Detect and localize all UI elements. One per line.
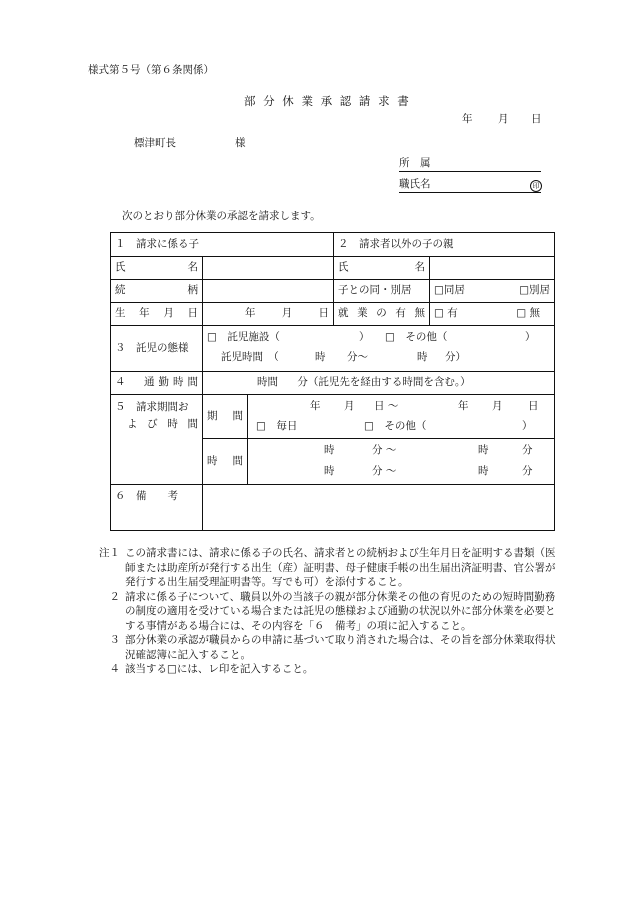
time-label: 時間	[203, 439, 248, 485]
honorific: 様	[235, 137, 246, 149]
date-month: 月	[498, 113, 509, 125]
affiliation-label: 所 属	[399, 157, 431, 169]
period-day1: 日 〜	[374, 399, 399, 412]
time-min2: 分	[522, 443, 533, 456]
period-year1: 年	[310, 399, 321, 412]
time-cell[interactable]	[248, 439, 555, 485]
date-day: 日	[531, 113, 542, 125]
note-text: 該当する□には、レ印を記入すること。	[125, 663, 314, 675]
cohabit-same-checkbox[interactable]: □同居	[434, 284, 465, 297]
child-name-input[interactable]	[203, 257, 334, 280]
cohabit-label: 子との同・別居	[334, 280, 430, 303]
addressee: 標津町長	[134, 137, 176, 149]
request-period-label	[111, 395, 203, 485]
remarks-input[interactable]	[203, 485, 555, 531]
employment-options	[430, 303, 555, 326]
remarks-label: ６ 備 考	[111, 485, 203, 531]
period-other-checkbox[interactable]: □ その他（	[364, 419, 427, 432]
note-item	[88, 633, 558, 662]
parent-name-label: 氏 名	[334, 257, 430, 280]
employment-label: 就業の有無	[334, 303, 430, 326]
care-mode-cell[interactable]	[203, 326, 555, 372]
note-text: この請求書には、請求に係る子の氏名、請求者との続柄および生年月日を証明する書類（医師または助産所が発行する出生（産）証明書、母子健康手帳の出生届出済証明書、官公署が発行する出生届受理証明書等。写でも可）を添付すること。	[125, 547, 556, 588]
care-time-min1: 分〜	[347, 350, 368, 363]
time-hour1: 時	[324, 443, 335, 456]
note-text: 部分休業の承認が職員からの申請に基づいて取り消された場合は、その旨を部分休業取得状況確認簿に記入すること。	[125, 634, 556, 661]
request-form-table	[110, 232, 555, 531]
intro-text: 次のとおり部分休業の承認を請求します。	[122, 210, 321, 222]
commute-cell[interactable]	[203, 372, 555, 395]
period-year2: 年	[458, 399, 469, 412]
time-min4: 分	[522, 464, 533, 477]
form-number: 様式第５号（第６条関係）	[88, 64, 214, 76]
employment-yes-checkbox[interactable]: □ 有	[434, 307, 458, 320]
employee-name-label: 職氏名	[399, 178, 431, 190]
period-day2: 日	[528, 399, 539, 412]
note-item	[88, 662, 558, 677]
note-item	[88, 546, 558, 590]
time-min3: 分 〜	[372, 464, 397, 477]
care-time-min2: 分）	[445, 350, 466, 363]
birth-date-label: 生年月日	[111, 303, 203, 326]
care-mode-label	[111, 326, 203, 372]
care-time-hour2: 時	[417, 350, 428, 363]
care-time-hour1: 時	[315, 350, 326, 363]
time-hour4: 時	[478, 464, 489, 477]
care-facility-checkbox[interactable]: □ 託児施設（	[207, 330, 280, 343]
child-name-label: 氏 名	[111, 257, 203, 280]
request-period-title-1: ５ 請求期間お	[115, 401, 189, 413]
care-mode-title: ３ 託児の態様	[115, 341, 189, 354]
birth-month-unit: 月	[281, 307, 293, 320]
employment-no-checkbox[interactable]: □ 無	[516, 307, 540, 320]
employee-name-field[interactable]	[399, 178, 541, 193]
notes-section	[88, 546, 558, 677]
time-hour3: 時	[324, 464, 335, 477]
note-number: 注１	[99, 547, 120, 559]
note-number: ３	[109, 634, 120, 646]
period-cell[interactable]	[248, 395, 555, 439]
note-number: ４	[109, 663, 120, 675]
note-number: ２	[109, 590, 120, 603]
section1-header: １ 請求に係る子	[111, 233, 334, 257]
birth-date-input[interactable]	[203, 303, 334, 326]
commute-hour-unit: 時間	[257, 376, 278, 389]
cohabit-options	[430, 280, 555, 303]
commute-label: ４ 通勤時間	[111, 372, 203, 395]
period-month1: 月	[344, 399, 355, 412]
child-relation-input[interactable]	[203, 280, 334, 303]
document-title: 部 分 休 業 承 認 請 求 書	[244, 94, 411, 108]
commute-min-unit: 分（託児先を経由する時間を含む。）	[297, 376, 471, 389]
period-month2: 月	[492, 399, 503, 412]
date-year: 年	[462, 113, 473, 125]
care-time-label: 託児時間 （	[221, 350, 279, 363]
child-relation-label: 続 柄	[111, 280, 203, 303]
note-item	[88, 590, 558, 634]
period-daily-checkbox[interactable]: □ 毎日	[256, 419, 298, 432]
birth-year-unit: 年	[245, 307, 256, 320]
care-other-checkbox[interactable]: □ その他（	[385, 330, 448, 343]
birth-day-unit: 日	[318, 307, 329, 320]
care-other-close: ）	[525, 330, 536, 343]
period-label: 期間	[203, 395, 248, 439]
parent-name-input[interactable]	[430, 257, 555, 280]
time-min1: 分 〜	[372, 443, 397, 456]
affiliation-field[interactable]	[399, 157, 541, 172]
time-hour2: 時	[478, 443, 489, 456]
care-facility-close: ）	[359, 330, 370, 343]
note-text: 請求に係る子について、職員以外の当該子の親が部分休業その他の育児のための短時間勤務の制度の適用を受けている場合または託児の態様および通勤の状況以外に部分休業を必要とする事情がある場合には、その内容を「６ 備考」の項に記入すること。	[125, 590, 556, 632]
period-other-close: ）	[522, 419, 533, 432]
cohabit-separate-checkbox[interactable]: □別居	[519, 284, 550, 297]
section2-header: ２ 請求者以外の子の親	[334, 233, 555, 257]
request-period-title-2: よび時間	[127, 418, 198, 430]
seal-mark: 印	[530, 180, 542, 192]
